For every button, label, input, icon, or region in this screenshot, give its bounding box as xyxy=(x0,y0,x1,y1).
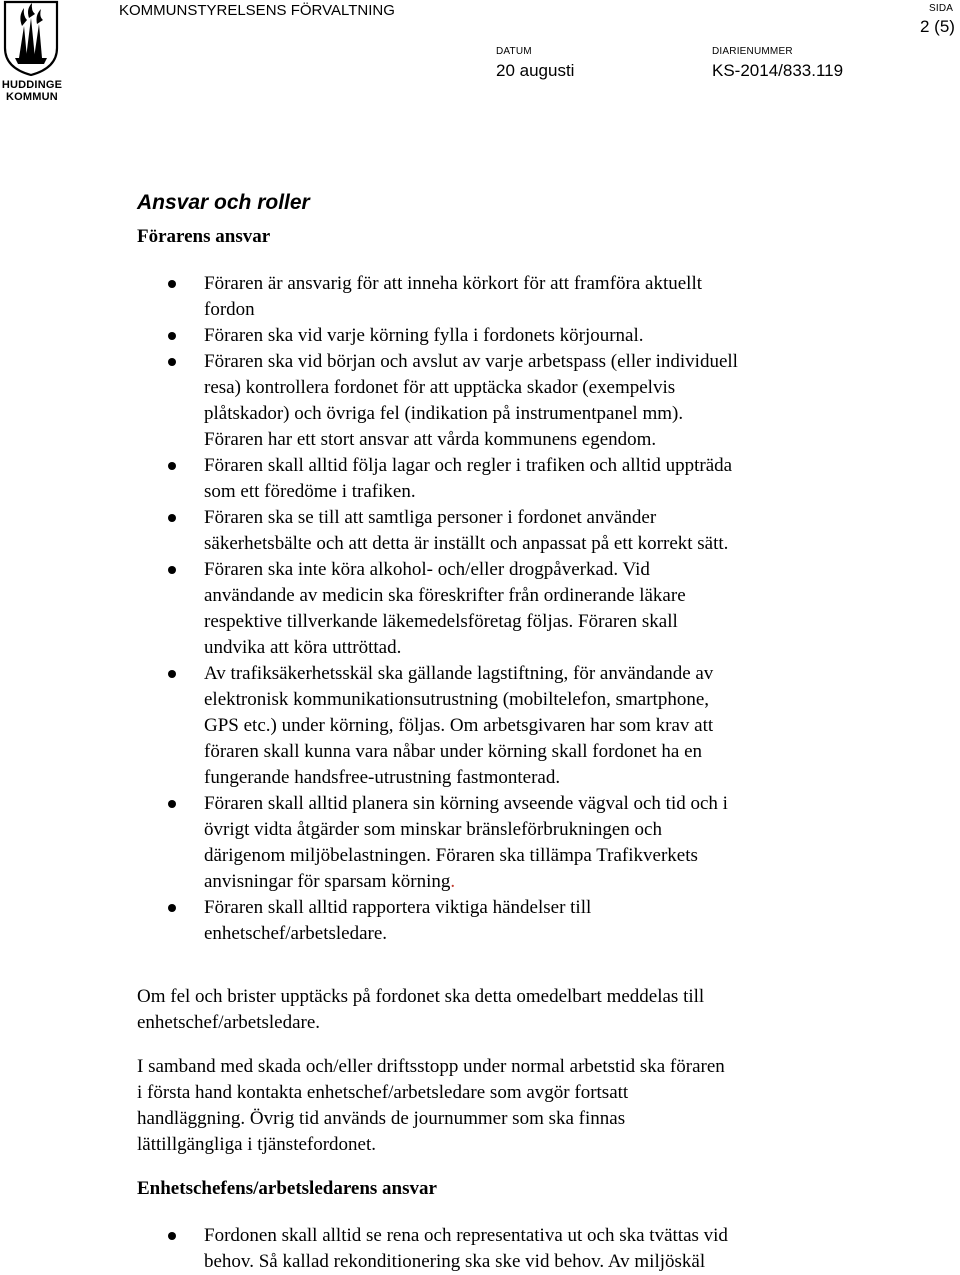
date-value: 20 augusti xyxy=(496,61,575,80)
logo-text xyxy=(0,79,64,103)
page-label: SIDA xyxy=(929,3,954,14)
organization-name: KOMMUNSTYRELSENS FÖRVALTNING xyxy=(119,2,395,19)
logo-text-line2: KOMMUN xyxy=(6,91,58,103)
logo-text-line1: HUDDINGE xyxy=(1,79,63,91)
list-item: Föraren skall alltid rapportera viktiga händelser till enhetschef/arbetsledare. xyxy=(0,895,834,947)
paragraph-defects: Om fel och brister upptäcks på fordonet ska detta omedelbart meddelas till enhetschef/arbetsledare. xyxy=(137,986,705,1033)
crest-icon xyxy=(2,0,60,76)
highlighted-period: . xyxy=(450,871,456,892)
list-item: Av trafiksäkerhetsskäl ska gällande lagstiftning, för användande av elektronisk kommunikationsutrustning (mobiltelefon, smartphone, GPS etc.) under körning, följas. Om arbetsgivaren har som krav att föraren skall kunna vara nåbar under körning skall fordonet ha en fungerande handsfree-utrustning fastmonterad. xyxy=(0,661,834,791)
section-title: Ansvar och roller xyxy=(137,191,310,214)
list-item: Föraren är ansvarig för att inneha körkort för att framföra aktuellt fordon xyxy=(0,271,834,323)
manager-subtitle: Enhetschefens/arbetsledarens ansvar xyxy=(137,1178,437,1199)
list-item: Fordonen skall alltid se rena och representativa ut och ska tvättas vid behov. Så kallad rekonditionering ska ske vid behov. Av miljöskäl xyxy=(0,1223,834,1275)
page-value: 2 (5) xyxy=(920,17,955,36)
list-item: Föraren skall alltid planera sin körning avseende vägval och tid och i övrigt vidta åtgärder som minskar bränsleförbrukningen och därigenom miljöbelastningen. Föraren ska tillämpa Trafikverkets anvisningar för sparsam körning. xyxy=(0,791,834,895)
manager-responsibility-list xyxy=(0,1223,834,1275)
driver-responsibility-list xyxy=(0,271,834,947)
list-item: Föraren ska inte köra alkohol- och/eller drogpåverkad. Vid användande av medicin ska föreskrifter från ordinerande läkare respektive tillverkande läkemedelsföretag följas. Föraren skall undvika att köra uttröttad. xyxy=(0,557,834,661)
paragraph-damage: I samband med skada och/eller driftsstopp under normal arbetstid ska föraren i första hand kontakta enhetschef/arbetsledare som avgör fortsatt handläggning. Övrig tid används de journummer som ska finnas lättillgängliga i tjänstefordonet. xyxy=(137,1056,725,1155)
list-item: Föraren ska vid början och avslut av varje arbetspass (eller individuell resa) kontrollera fordonet för att upptäcka skador (exempelvis plåtskador) och övriga fel (indikation på instrumentpanel mm). Föraren har ett stort ansvar att vårda kommunens egendom. xyxy=(0,349,834,453)
driver-subtitle: Förarens ansvar xyxy=(137,226,271,247)
reference-value: KS-2014/833.119 xyxy=(712,61,844,80)
municipality-logo xyxy=(0,0,64,108)
reference-label: DIARIENUMMER xyxy=(712,46,793,57)
date-label: DATUM xyxy=(496,46,532,57)
list-item: Föraren ska vid varje körning fylla i fordonets körjournal. xyxy=(0,323,834,349)
list-item: Föraren skall alltid följa lagar och regler i trafiken och alltid uppträda som ett föredöme i trafiken. xyxy=(0,453,834,505)
list-item: Föraren ska se till att samtliga personer i fordonet använder säkerhetsbälte och att detta är inställt och anpassat på ett korrekt sätt. xyxy=(0,505,834,557)
